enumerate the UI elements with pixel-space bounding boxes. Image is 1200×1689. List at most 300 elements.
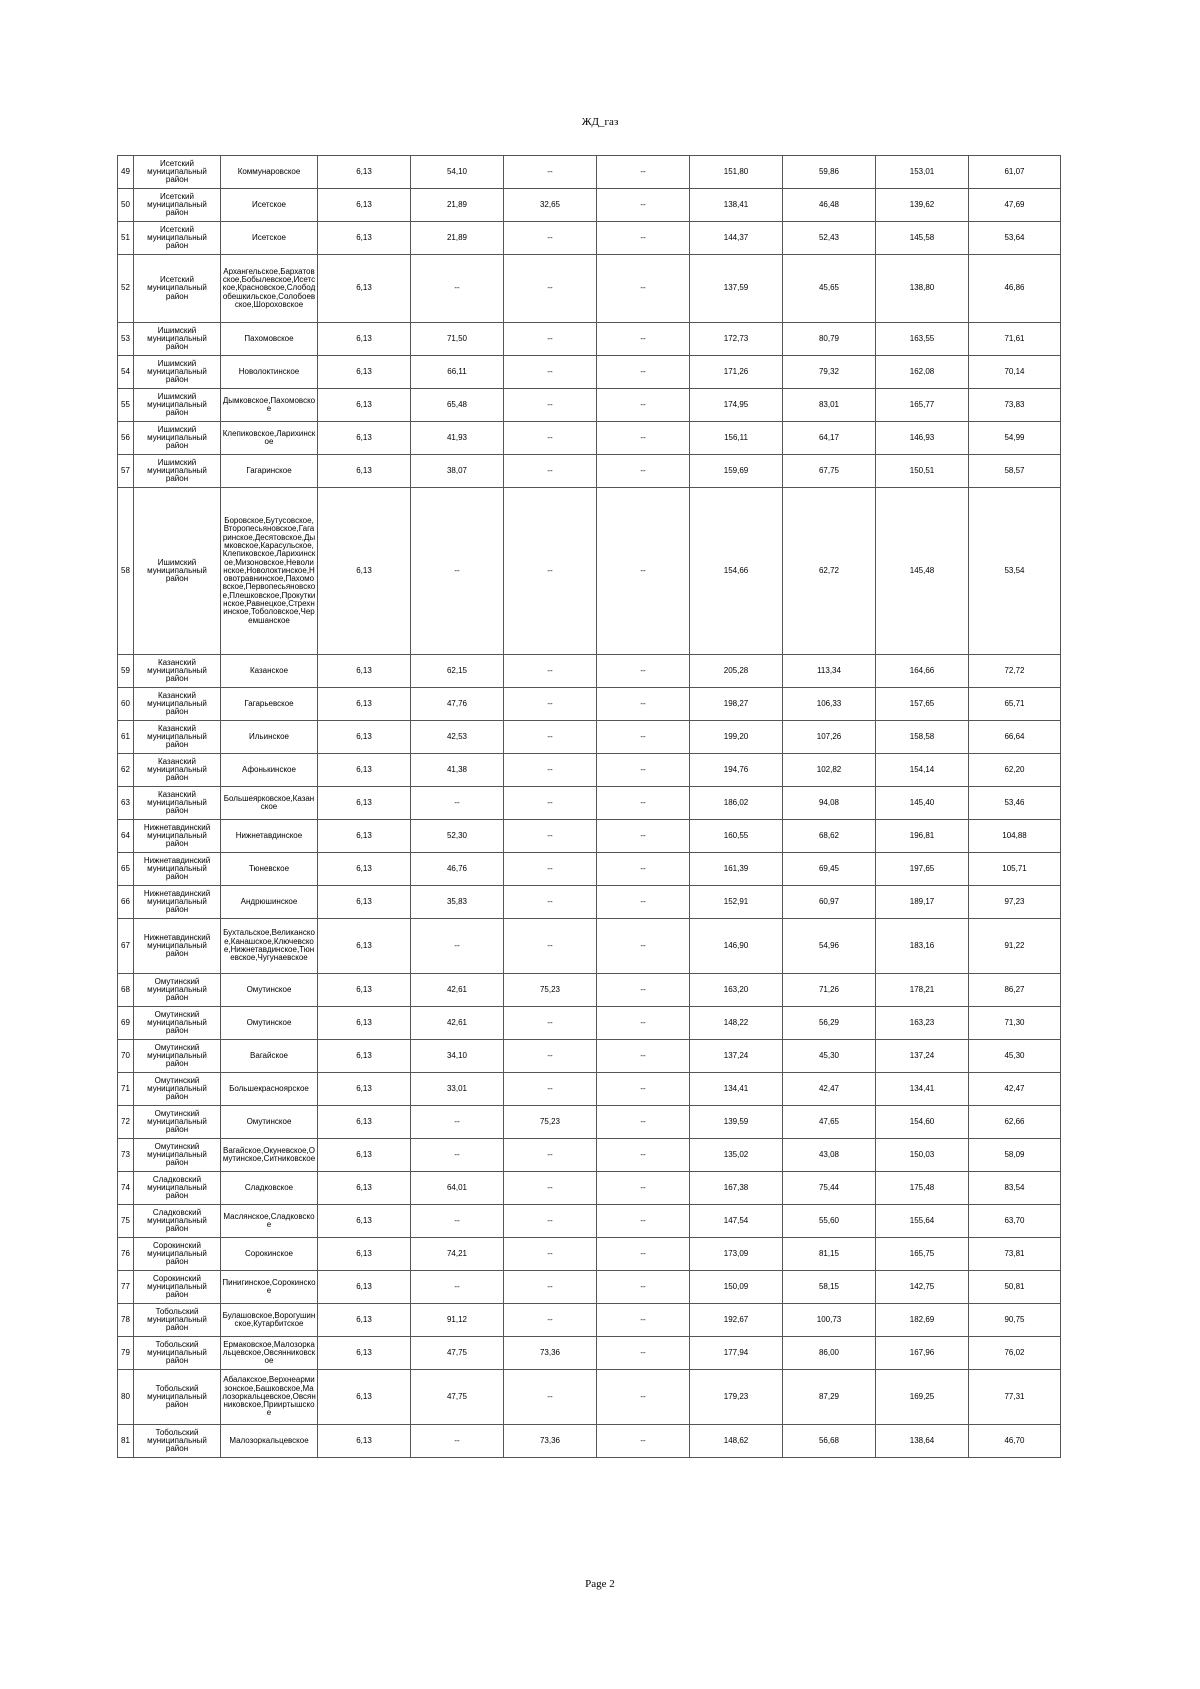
row-number: 49 [118,156,134,189]
table-row [118,222,1061,255]
value-cell-3: -- [504,1172,597,1205]
value-cell-5: 205,28 [690,655,783,688]
district-cell: Исетский муниципальный район [134,189,221,222]
value-cell-2: 21,89 [411,189,504,222]
value-cell-7: 153,01 [876,156,969,189]
row-number: 67 [118,919,134,974]
value-cell-2: 38,07 [411,455,504,488]
value-cell-1: 6,13 [318,1172,411,1205]
district-cell: Тобольский муниципальный район [134,1337,221,1370]
settlement-cell: Андрюшинское [221,886,318,919]
district-cell: Сорокинский муниципальный район [134,1271,221,1304]
value-cell-7: 178,21 [876,974,969,1007]
value-cell-8: 71,30 [969,1007,1061,1040]
value-cell-5: 172,73 [690,323,783,356]
value-cell-7: 142,75 [876,1271,969,1304]
table-row [118,356,1061,389]
value-cell-2: 41,93 [411,422,504,455]
value-cell-8: 73,81 [969,1238,1061,1271]
value-cell-2: -- [411,1139,504,1172]
value-cell-2: 33,01 [411,1073,504,1106]
value-cell-6: 59,86 [783,156,876,189]
value-cell-2: -- [411,919,504,974]
value-cell-2: 34,10 [411,1040,504,1073]
value-cell-2: 41,38 [411,754,504,787]
district-cell: Омутинский муниципальный район [134,1073,221,1106]
row-number: 80 [118,1370,134,1425]
value-cell-4: -- [597,1073,690,1106]
district-cell: Ишимский муниципальный район [134,389,221,422]
value-cell-3: -- [504,1370,597,1425]
value-cell-6: 47,65 [783,1106,876,1139]
value-cell-6: 113,34 [783,655,876,688]
table-row [118,853,1061,886]
value-cell-3: -- [504,1271,597,1304]
row-number: 57 [118,455,134,488]
value-cell-1: 6,13 [318,1425,411,1458]
value-cell-8: 66,64 [969,721,1061,754]
settlement-cell: Сладковское [221,1172,318,1205]
value-cell-3: -- [504,688,597,721]
value-cell-1: 6,13 [318,1271,411,1304]
value-cell-7: 163,23 [876,1007,969,1040]
row-number: 79 [118,1337,134,1370]
district-cell: Ишимский муниципальный район [134,455,221,488]
value-cell-3: -- [504,323,597,356]
value-cell-4: -- [597,156,690,189]
value-cell-3: -- [504,389,597,422]
row-number: 75 [118,1205,134,1238]
value-cell-2: -- [411,255,504,323]
value-cell-4: -- [597,919,690,974]
value-cell-4: -- [597,886,690,919]
row-number: 74 [118,1172,134,1205]
value-cell-1: 6,13 [318,655,411,688]
row-number: 63 [118,787,134,820]
value-cell-4: -- [597,688,690,721]
value-cell-3: 75,23 [504,1106,597,1139]
district-cell: Тобольский муниципальный район [134,1370,221,1425]
value-cell-5: 192,67 [690,1304,783,1337]
value-cell-4: -- [597,222,690,255]
table-row [118,1304,1061,1337]
table-row [118,389,1061,422]
value-cell-4: -- [597,356,690,389]
settlement-cell: Ильинское [221,721,318,754]
district-cell: Казанский муниципальный район [134,721,221,754]
value-cell-6: 71,26 [783,974,876,1007]
value-cell-7: 197,65 [876,853,969,886]
table-row [118,156,1061,189]
value-cell-1: 6,13 [318,255,411,323]
value-cell-8: 46,70 [969,1425,1061,1458]
value-cell-1: 6,13 [318,1139,411,1172]
value-cell-5: 144,37 [690,222,783,255]
value-cell-2: 62,15 [411,655,504,688]
value-cell-7: 169,25 [876,1370,969,1425]
row-number: 54 [118,356,134,389]
value-cell-5: 194,76 [690,754,783,787]
value-cell-5: 148,62 [690,1425,783,1458]
value-cell-3: -- [504,919,597,974]
row-number: 62 [118,754,134,787]
value-cell-5: 159,69 [690,455,783,488]
value-cell-3: -- [504,853,597,886]
value-cell-1: 6,13 [318,886,411,919]
table-row [118,1271,1061,1304]
district-cell: Ишимский муниципальный район [134,422,221,455]
value-cell-5: 138,41 [690,189,783,222]
value-cell-7: 154,14 [876,754,969,787]
table-row [118,189,1061,222]
value-cell-6: 102,82 [783,754,876,787]
value-cell-3: -- [504,488,597,655]
district-cell: Омутинский муниципальный район [134,1007,221,1040]
value-cell-6: 94,08 [783,787,876,820]
row-number: 59 [118,655,134,688]
row-number: 72 [118,1106,134,1139]
value-cell-5: 177,94 [690,1337,783,1370]
table-row [118,754,1061,787]
value-cell-6: 75,44 [783,1172,876,1205]
district-cell: Исетский муниципальный район [134,255,221,323]
district-cell: Омутинский муниципальный район [134,1106,221,1139]
value-cell-4: -- [597,974,690,1007]
value-cell-3: -- [504,156,597,189]
value-cell-3: -- [504,222,597,255]
value-cell-5: 154,66 [690,488,783,655]
table-row [118,455,1061,488]
settlement-cell: Коммунаровское [221,156,318,189]
value-cell-4: -- [597,1040,690,1073]
value-cell-7: 165,75 [876,1238,969,1271]
value-cell-1: 6,13 [318,1238,411,1271]
settlement-cell: Казанское [221,655,318,688]
row-number: 60 [118,688,134,721]
value-cell-2: 47,75 [411,1370,504,1425]
value-cell-7: 162,08 [876,356,969,389]
value-cell-5: 179,23 [690,1370,783,1425]
value-cell-8: 62,66 [969,1106,1061,1139]
table-row [118,721,1061,754]
table-body [118,156,1061,1458]
district-cell: Исетский муниципальный район [134,156,221,189]
value-cell-7: 189,17 [876,886,969,919]
value-cell-3: -- [504,1007,597,1040]
value-cell-1: 6,13 [318,853,411,886]
district-cell: Казанский муниципальный район [134,688,221,721]
settlement-cell: Бухтальское,Великанское,Канашское,Ключевское,Нижнетавдинское,Тюневское,Чугунаевское [221,919,318,974]
value-cell-7: 145,58 [876,222,969,255]
value-cell-2: -- [411,1106,504,1139]
value-cell-3: -- [504,455,597,488]
value-cell-6: 56,68 [783,1425,876,1458]
value-cell-8: 70,14 [969,356,1061,389]
settlement-cell: Дымковское,Пахомовское [221,389,318,422]
settlement-cell: Новолоктинское [221,356,318,389]
settlement-cell: Булашовское,Ворогушинское,Кутарбитское [221,1304,318,1337]
table-row [118,1337,1061,1370]
table-row [118,255,1061,323]
row-number: 70 [118,1040,134,1073]
value-cell-1: 6,13 [318,820,411,853]
value-cell-7: 137,24 [876,1040,969,1073]
value-cell-8: 45,30 [969,1040,1061,1073]
value-cell-1: 6,13 [318,1040,411,1073]
district-cell: Омутинский муниципальный район [134,1040,221,1073]
settlement-cell: Гагаринское [221,455,318,488]
value-cell-4: -- [597,655,690,688]
value-cell-8: 53,64 [969,222,1061,255]
value-cell-4: -- [597,255,690,323]
value-cell-8: 90,75 [969,1304,1061,1337]
value-cell-6: 55,60 [783,1205,876,1238]
value-cell-5: 160,55 [690,820,783,853]
value-cell-8: 72,72 [969,655,1061,688]
value-cell-2: 47,75 [411,1337,504,1370]
table-row [118,1370,1061,1425]
value-cell-2: 47,76 [411,688,504,721]
value-cell-1: 6,13 [318,974,411,1007]
district-cell: Ишимский муниципальный район [134,488,221,655]
value-cell-2: 35,83 [411,886,504,919]
row-number: 76 [118,1238,134,1271]
value-cell-4: -- [597,189,690,222]
settlement-cell: Пахомовское [221,323,318,356]
value-cell-4: -- [597,853,690,886]
value-cell-6: 64,17 [783,422,876,455]
table-row [118,886,1061,919]
value-cell-7: 165,77 [876,389,969,422]
settlement-cell: Исетское [221,222,318,255]
table-row [118,655,1061,688]
value-cell-7: 138,80 [876,255,969,323]
value-cell-4: -- [597,1425,690,1458]
row-number: 78 [118,1304,134,1337]
value-cell-2: 21,89 [411,222,504,255]
district-cell: Нижнетавдинский муниципальный район [134,820,221,853]
row-number: 50 [118,189,134,222]
value-cell-1: 6,13 [318,189,411,222]
value-cell-6: 86,00 [783,1337,876,1370]
district-cell: Нижнетавдинский муниципальный район [134,886,221,919]
table-row [118,820,1061,853]
settlement-cell: Вагайское,Окуневское,Омутинское,Ситниковское [221,1139,318,1172]
value-cell-5: 163,20 [690,974,783,1007]
value-cell-8: 77,31 [969,1370,1061,1425]
value-cell-6: 69,45 [783,853,876,886]
value-cell-4: -- [597,1205,690,1238]
value-cell-1: 6,13 [318,323,411,356]
value-cell-7: 139,62 [876,189,969,222]
row-number: 55 [118,389,134,422]
value-cell-4: -- [597,1337,690,1370]
value-cell-6: 106,33 [783,688,876,721]
value-cell-6: 81,15 [783,1238,876,1271]
value-cell-1: 6,13 [318,488,411,655]
value-cell-3: -- [504,1073,597,1106]
value-cell-7: 157,65 [876,688,969,721]
value-cell-5: 148,22 [690,1007,783,1040]
value-cell-2: -- [411,1425,504,1458]
value-cell-7: 154,60 [876,1106,969,1139]
value-cell-8: 71,61 [969,323,1061,356]
value-cell-8: 76,02 [969,1337,1061,1370]
value-cell-8: 46,86 [969,255,1061,323]
value-cell-6: 67,75 [783,455,876,488]
value-cell-7: 158,58 [876,721,969,754]
row-number: 71 [118,1073,134,1106]
district-cell: Казанский муниципальный район [134,754,221,787]
value-cell-3: -- [504,721,597,754]
table-row [118,974,1061,1007]
value-cell-8: 50,81 [969,1271,1061,1304]
settlement-cell: Сорокинское [221,1238,318,1271]
table-row [118,1106,1061,1139]
table-row [118,422,1061,455]
value-cell-7: 155,64 [876,1205,969,1238]
value-cell-2: 42,53 [411,721,504,754]
value-cell-4: -- [597,787,690,820]
value-cell-1: 6,13 [318,754,411,787]
value-cell-3: -- [504,1040,597,1073]
district-cell: Ишимский муниципальный район [134,323,221,356]
value-cell-5: 137,24 [690,1040,783,1073]
value-cell-1: 6,13 [318,1007,411,1040]
value-cell-7: 163,55 [876,323,969,356]
value-cell-8: 42,47 [969,1073,1061,1106]
value-cell-7: 183,16 [876,919,969,974]
settlement-cell: Афонькинское [221,754,318,787]
row-number: 58 [118,488,134,655]
value-cell-1: 6,13 [318,1106,411,1139]
value-cell-7: 150,03 [876,1139,969,1172]
settlement-cell: Архангельское,Бархатовское,Бобылевское,Исетское,Красновское,Слободобешкильское,Солобоевское,Шороховское [221,255,318,323]
value-cell-6: 58,15 [783,1271,876,1304]
value-cell-3: -- [504,1304,597,1337]
value-cell-7: 145,40 [876,787,969,820]
value-cell-1: 6,13 [318,1205,411,1238]
value-cell-1: 6,13 [318,1304,411,1337]
value-cell-6: 46,48 [783,189,876,222]
value-cell-7: 134,41 [876,1073,969,1106]
value-cell-6: 56,29 [783,1007,876,1040]
settlement-cell: Нижнетавдинское [221,820,318,853]
table-row [118,323,1061,356]
value-cell-3: -- [504,422,597,455]
district-cell: Тобольский муниципальный район [134,1304,221,1337]
settlement-cell: Малозоркальцевское [221,1425,318,1458]
value-cell-5: 198,27 [690,688,783,721]
page-header: ЖД_газ [581,116,619,128]
value-cell-2: 64,01 [411,1172,504,1205]
settlement-cell: Омутинское [221,1106,318,1139]
settlement-cell: Большеярковское,Казанское [221,787,318,820]
value-cell-5: 151,80 [690,156,783,189]
district-cell: Омутинский муниципальный район [134,974,221,1007]
value-cell-8: 105,71 [969,853,1061,886]
table-row [118,1425,1061,1458]
value-cell-5: 139,59 [690,1106,783,1139]
value-cell-2: 71,50 [411,323,504,356]
row-number: 69 [118,1007,134,1040]
value-cell-2: -- [411,787,504,820]
value-cell-3: -- [504,255,597,323]
district-cell: Казанский муниципальный район [134,655,221,688]
value-cell-6: 80,79 [783,323,876,356]
settlement-cell: Большекрасноярское [221,1073,318,1106]
value-cell-3: 75,23 [504,974,597,1007]
value-cell-5: 167,38 [690,1172,783,1205]
table-row [118,787,1061,820]
value-cell-8: 58,09 [969,1139,1061,1172]
value-cell-7: 167,96 [876,1337,969,1370]
value-cell-2: 42,61 [411,974,504,1007]
value-cell-4: -- [597,323,690,356]
district-cell: Сорокинский муниципальный район [134,1238,221,1271]
settlement-cell: Клепиковское,Ларихинское [221,422,318,455]
value-cell-7: 150,51 [876,455,969,488]
table-row [118,488,1061,655]
value-cell-1: 6,13 [318,1337,411,1370]
value-cell-8: 83,54 [969,1172,1061,1205]
value-cell-4: -- [597,389,690,422]
value-cell-3: -- [504,886,597,919]
district-cell: Сладковский муниципальный район [134,1205,221,1238]
value-cell-6: 43,08 [783,1139,876,1172]
row-number: 64 [118,820,134,853]
value-cell-2: -- [411,1205,504,1238]
value-cell-5: 146,90 [690,919,783,974]
value-cell-6: 60,97 [783,886,876,919]
value-cell-8: 58,57 [969,455,1061,488]
value-cell-8: 97,23 [969,886,1061,919]
value-cell-4: -- [597,455,690,488]
value-cell-2: 54,10 [411,156,504,189]
value-cell-6: 52,43 [783,222,876,255]
table-row [118,1007,1061,1040]
value-cell-3: -- [504,820,597,853]
settlement-cell: Исетское [221,189,318,222]
table-row [118,1040,1061,1073]
settlement-cell: Пинигинское,Сорокинское [221,1271,318,1304]
table-row [118,1172,1061,1205]
page-footer: Page 2 [585,1578,615,1590]
row-number: 77 [118,1271,134,1304]
value-cell-5: 150,09 [690,1271,783,1304]
value-cell-6: 68,62 [783,820,876,853]
value-cell-8: 86,27 [969,974,1061,1007]
value-cell-1: 6,13 [318,356,411,389]
value-cell-2: -- [411,1271,504,1304]
value-cell-3: -- [504,754,597,787]
value-cell-7: 175,48 [876,1172,969,1205]
settlement-cell: Абалакское,Верхнеармизонское,Башковское,Малозоркальцевское,Овсянниковское,Прииртышское [221,1370,318,1425]
value-cell-3: -- [504,1139,597,1172]
value-cell-3: -- [504,787,597,820]
value-cell-4: -- [597,422,690,455]
value-cell-5: 135,02 [690,1139,783,1172]
value-cell-7: 196,81 [876,820,969,853]
value-cell-5: 199,20 [690,721,783,754]
settlement-cell: Вагайское [221,1040,318,1073]
value-cell-5: 171,26 [690,356,783,389]
value-cell-3: 73,36 [504,1425,597,1458]
settlement-cell: Ермаковское,Малозоркальцевское,Овсянниковское [221,1337,318,1370]
settlement-cell: Маслянское,Сладковское [221,1205,318,1238]
value-cell-2: 46,76 [411,853,504,886]
row-number: 73 [118,1139,134,1172]
